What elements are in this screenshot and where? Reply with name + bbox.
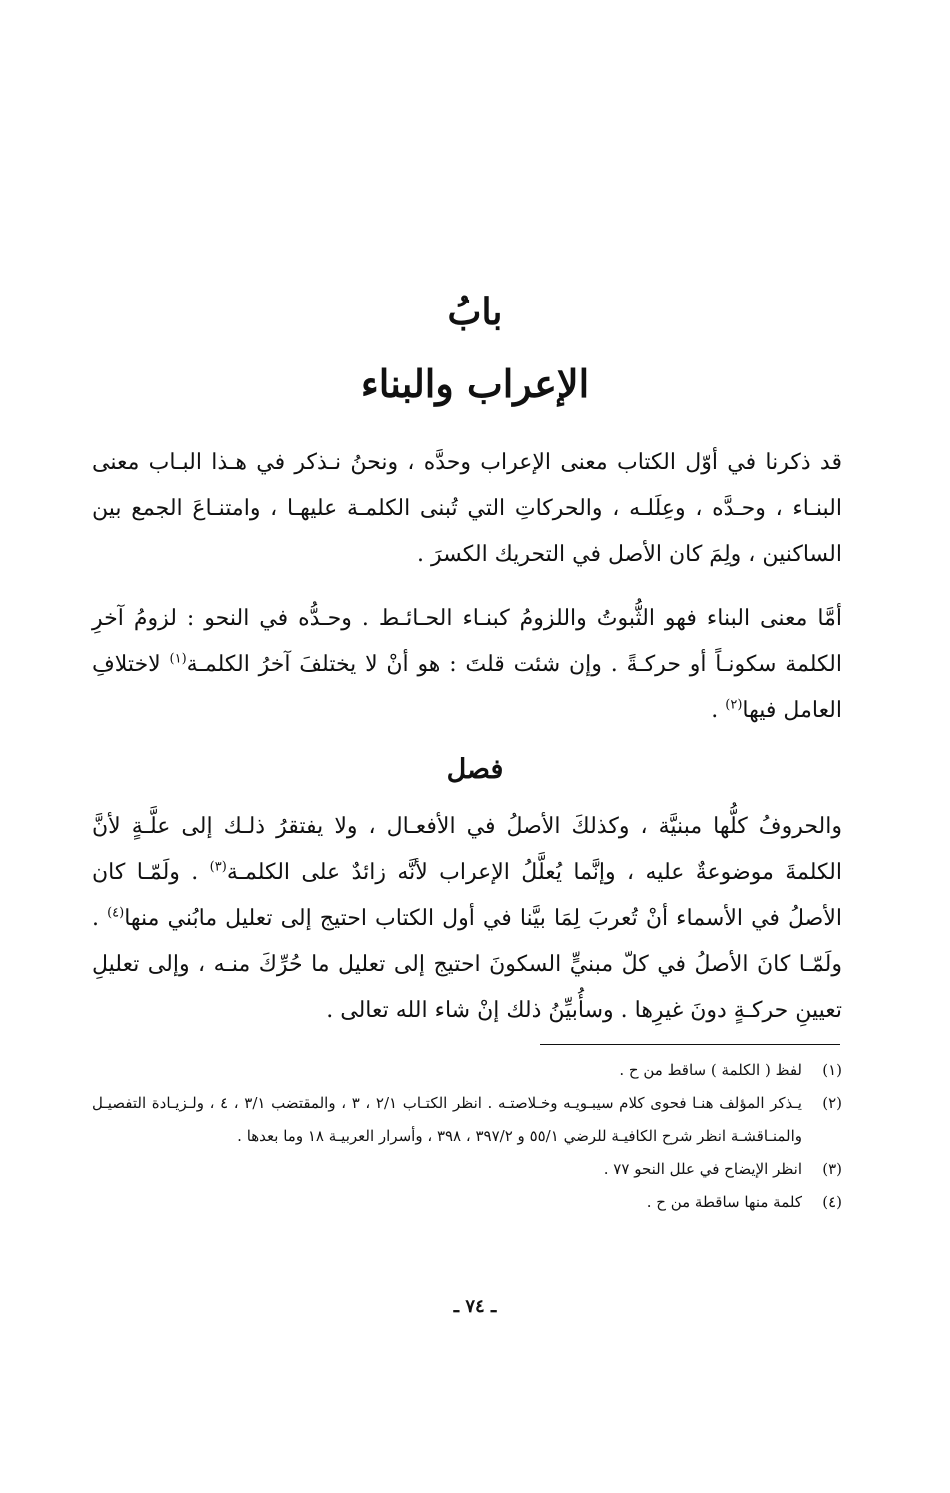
footnote-text: انظر الإيضاح في علل النحو ٧٧ . [603,1160,802,1178]
footnote-ref-2: (٢) [725,697,743,713]
footnote-number: (١) [822,1061,842,1079]
page-number: ـ ٧٤ ـ [453,1296,497,1317]
paragraph-intro: قد ذكرنا في أوّل الكتاب معنى الإعراب وحدَّه ، ونحنُ نـذكر في هـذا البـاب معنى البنـاء ، وحـدَّه ، وعِلَلـه ، والحركاتِ التي تُبنى الكلمـة عليهـا ، وامتنـاعَ الجمع بين الساكنين ، ولِمَ كان الأصل في التحريك الكسرَ . [92,450,842,567]
section-title: فصل [446,754,504,785]
paragraph-definition [92,596,842,734]
footnote-text: لفظ ( الكلمة ) ساقط من ح . [619,1061,802,1079]
footnote-number: (٢) [822,1094,842,1112]
footnote-text: يـذكر المؤلف هنـا فحوى كلام سيبـويـه وخـلاصتـه . انظر الكتـاب ٢/١ ، ٣ ، والمقتضب ٣/١ ، ٤ ، ولـزيـادة التفصيـل والمنـاقشـة انظر شرح الكافيـة للرضي ٥٥/١ و ٣٩٧/٢ ، ٣٩٨ ، وأسرار العربيـة ١٨ وما بعدها . [92,1094,802,1145]
footnote-text: كلمة منها ساقطة من ح . [646,1193,802,1211]
footnote-item [92,1054,842,1087]
footnote-number: (٤) [822,1193,842,1211]
chapter-title: الإعراب والبناء [360,361,590,406]
footnote-item [92,1153,842,1186]
footnote-number: (٣) [822,1160,842,1178]
footnote-separator [540,1044,840,1045]
paragraph-particles-text-b: . ولَمّـا كان الأصلُ في الأسماء أنْ تُعربَ لِمَا بيَّنا في أول الكتاب احتيج إلى تعليل مابُني منها [92,860,842,931]
footnote-ref-4: (٤) [107,905,125,921]
footnote-item [92,1186,842,1219]
footnote-item [92,1087,842,1153]
footnotes [92,1054,842,1219]
paragraph-particles-text-c: . ولَمّـا كانَ الأصلُ في كلّ مبنيٍّ السكونَ احتيج إلى تعليل ما حُرِّكَ منـه ، وإلى تعليلِ تعيينِ حركـةٍ دونَ غيرِها . وسأُبيِّنُ ذلك إنْ شاء الله تعالى . [92,906,842,1023]
paragraph-definition-text-a: أمَّا معنى البناء فهو الثُّبوتُ واللزومُ كبنـاء الحـائـط . وحـدُّه في النحو : لزومُ آخرِ الكلمة سكونـاً أو حركـةً . وإن شئت قلتَ : هو أنْ لا يختلفَ آخرُ الكلمـة [92,606,842,677]
paragraph-particles [92,804,842,1034]
paragraph-definition-text-c: . [711,698,726,723]
paragraph-particles-text-a: والحروفُ كلُّها مبنيَّة ، وكذلكَ الأصلُ في الأفعـال ، ولا يفتقرُ ذلـك إلى علَّـةٍ لأنَّ الكلمةَ موضوعةٌ عليه ، وإنَّما يُعلَّلُ الإعراب لأنَّه زائدٌ على الكلمـة [92,814,842,885]
chapter-label: بابُ [447,291,503,333]
footnote-ref-3: (٣) [209,859,227,875]
footnote-ref-1: (١) [169,651,187,667]
paragraph-definition-text-b: لاختلافِ العامل فيها [92,652,842,723]
